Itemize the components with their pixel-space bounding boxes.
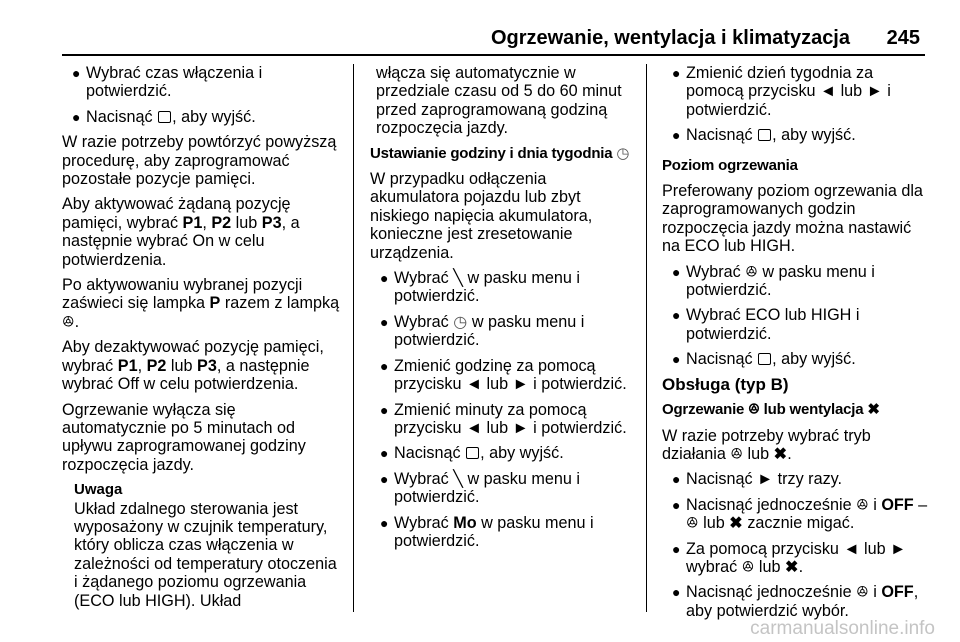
header-rule [62,54,925,56]
exit-square-icon [758,353,771,365]
bullet-icon: ● [380,470,389,487]
paragraph: Aby dezaktywować pozycję pamięci, wybrać P1, P2 lub P3, a następnie wybrać Off w celu potwierdzenia. [62,338,324,394]
column-2 [370,64,638,557]
bullet-icon: ● [380,270,389,287]
seat-heat-icon: ꔮ [741,557,755,576]
watermark: carmanualsonline.info [750,618,935,639]
bullet-icon: ● [672,351,681,368]
bullet-icon: ● [672,65,681,81]
fan-icon: ✖ [773,444,788,463]
exit-square-icon [466,447,479,459]
list-item: ● Nacisnąć , aby wyjść. [380,444,564,463]
bullet-icon: ● [672,540,681,557]
exit-square-icon [758,129,771,141]
paragraph: W razie potrzeby wybrać tryb działania ꔮ lub ✖. [662,426,871,463]
bullet-icon: ● [672,584,681,601]
column-3 [662,64,932,627]
fan-icon: ✖ [867,401,880,419]
list-item: ● Za pomocą przycisku ◄ lub ► wybrać ꔮ lub ✖. [672,539,907,576]
subheading: Ustawianie godziny i dnia tygodnia ◷ [370,144,630,162]
list-item: ● Nacisnąć jednocześnie ꔮ i OFF, aby potwierdzić wybór. [672,583,919,620]
page-header [0,0,960,58]
note-box [62,481,344,610]
seat-heat-icon: ꔮ [730,444,744,463]
seat-heat-icon: ꔮ [856,583,869,602]
right-arrow-icon: ► [512,418,529,437]
left-arrow-icon: ◄ [843,539,860,558]
page-number: 245 [886,27,920,49]
left-arrow-icon: ◄ [820,82,837,101]
bullet-icon: ● [672,496,681,513]
list-item: ● Zmienić godzinę za pomocą przycisku ◄ lub ► i potwierdzić. [380,356,627,394]
paragraph: W razie potrzeby powtórzyć powyższą procedurę, aby zaprogramować pozostałe pozycje pamięci. [62,133,337,189]
exit-square-icon [158,111,171,123]
subheading: Ogrzewanie ꔮ lub wentylacja ✖ [662,401,880,419]
column-divider-2 [646,64,647,612]
left-arrow-icon: ◄ [465,375,482,394]
right-arrow-icon: ► [512,375,529,394]
bullet-icon: ● [672,471,681,488]
list-item: ● Zmienić minuty za pomocą przycisku ◄ lub ► i potwierdzić. [380,400,627,437]
bullet-icon: ● [672,127,681,144]
note-text: Układ zdalnego sterowania jest wyposażony w czujnik temperatury, który oblicza czas włączenia w zależności od temperatury otoczenia i żądanego poziomu ogrzewania (ECO lub HIGH). Układ [74,499,337,610]
list-item: ● Wybrać czas włączenia i potwierdzić. [72,64,263,101]
page-title: Ogrzewanie, wentylacja i klimatyzacja [490,27,850,49]
list-item: ● Wybrać Mo w pasku menu i potwierdzić. [380,513,594,550]
bullet-icon: ● [72,108,81,125]
clock-icon: ◷ [453,312,468,331]
seat-heat-icon: ꔮ [748,401,760,419]
list-item: ● Nacisnąć , aby wyjść. [672,350,856,369]
list-item: ● Nacisnąć jednocześnie ꔮ i OFF – ꔮ lub ✖ zacznie migać. [672,495,928,533]
paragraph: Ogrzewanie wyłącza się automatycznie po 5 minutach od upływu zaprogramowanej godziny rozpoczęcia jazdy. [62,400,306,474]
list-item: ● Wybrać ◷ w pasku menu i potwierdzić. [380,312,585,350]
bullet-icon: ● [380,514,389,531]
bullet-icon: ● [672,263,681,280]
paragraph: Po aktywowaniu wybranej pozycji zaświeci się lampka P razem z lampką ꔮ. [62,276,340,331]
fan-icon: ✖ [785,557,799,576]
seat-heat-icon: ꔮ [745,262,758,281]
list-item: ● Wybrać ╲ w pasku menu i potwierdzić. [380,469,580,507]
list-item: ● Nacisnąć ► trzy razy. [672,470,843,489]
column-divider-1 [353,64,354,612]
seat-heat-icon: ꔮ [856,495,869,514]
list-item: ● Nacisnąć , aby wyjść. [72,107,256,126]
section-heading: Obsługa (typ B) [662,374,789,394]
paragraph: włącza się automatycznie w przedziale czasu od 5 do 60 minut przed zaprogramowaną godziną rozpoczęcia jazdy. [376,64,622,138]
fan-icon: ✖ [729,514,743,533]
bullet-icon: ● [380,313,389,330]
bullet-icon: ● [672,307,681,324]
bullet-icon: ● [380,357,389,374]
list-item: ● Nacisnąć , aby wyjść. [672,126,856,145]
list-item: ● Wybrać ꔮ w pasku menu i potwierdzić. [672,262,875,300]
paragraph: Preferowany poziom ogrzewania dla zaprogramowanych godzin rozpoczęcia jazdy można nastawić na ECO lub HIGH. [662,182,923,256]
paragraph: W przypadku odłączenia akumulatora pojazdu lub zbyt niskiego napięcia akumulatora, konieczne jest zresetowanie urządzenia. [370,170,593,262]
right-arrow-icon: ► [866,82,883,101]
note-title: Uwaga [74,481,123,499]
paragraph: Aby aktywować żądaną pozycję pamięci, wybrać P1, P2 lub P3, a następnie wybrać On w celu potwierdzenia. [62,195,300,269]
bullet-icon: ● [380,445,389,462]
column-1 [62,64,344,610]
list-item: ● Zmienić dzień tygodnia za pomocą przycisku ◄ lub ► i potwierdzić. [672,64,891,119]
seat-heat-icon: ꔮ [686,514,699,533]
list-item: ● Wybrać ECO lub HIGH i potwierdzić. [672,306,860,343]
right-arrow-icon: ► [890,539,907,558]
list-item: ● Wybrać ╲ w pasku menu i potwierdzić. [380,269,580,306]
bullet-icon: ● [72,65,81,81]
wrench-icon: ╲ [453,469,463,488]
right-arrow-icon: ► [757,470,774,489]
bullet-icon: ● [380,401,389,418]
left-arrow-icon: ◄ [465,418,482,437]
clock-icon: ◷ [616,144,630,162]
wrench-icon: ╲ [453,269,463,288]
subheading: Poziom ogrzewania [662,156,798,174]
seat-heat-icon: ꔮ [62,312,75,331]
